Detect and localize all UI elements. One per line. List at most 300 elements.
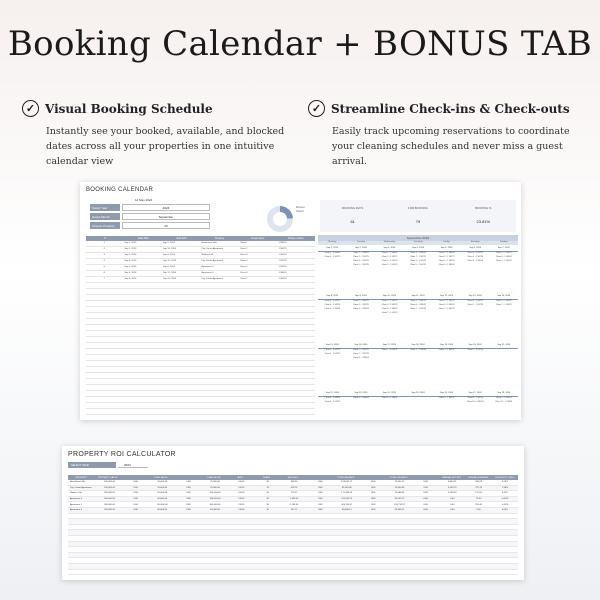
booking-cell: 4 [103,260,105,263]
calendar-date: Sep 12, 2024 [440,295,454,297]
calendar-event[interactable]: Client 2 - 1 56275 [324,348,341,351]
calendar-event[interactable]: Client 9 - 1 56276 [467,396,484,399]
calendar-event[interactable]: Client 2 - 1 56275 [352,299,369,302]
roi-cell: 275.19 [475,486,482,489]
calendar-event[interactable]: Client 5 - 1 56276 [438,259,455,262]
booking-cell [161,289,200,294]
booking-cell [200,379,239,384]
roi-cell [228,536,254,541]
roi-cell: 775.17 [290,492,298,495]
roi-cell [123,564,149,569]
booking-cell [161,397,200,402]
control-label: Select Month [90,213,120,220]
col-header: Date Start [137,237,149,240]
roi-cell: USD [133,481,139,484]
roi-cell: 126,730.57 [394,503,405,506]
booking-row[interactable] [86,397,315,403]
roi-cell [149,553,175,558]
booking-cell [161,385,200,390]
roi-cell [386,570,412,575]
roi-cell [307,558,333,563]
roi-cell [465,558,491,563]
calendar-event[interactable]: Client 7 - 1 56276 [495,303,512,306]
roi-cell: USD [370,509,376,512]
booking-cell [200,367,239,372]
calendar-event[interactable]: Client 8 - 1 98024 [381,396,398,399]
roi-cell [307,564,333,569]
calendar-event[interactable]: Client 2 - 1 56275 [495,251,512,254]
roi-cell: 100,000.00 [104,486,116,489]
roi-cell [96,514,122,519]
roi-cell [281,547,307,552]
calendar-event[interactable]: Client 7 - 1 56276 [410,307,426,310]
roi-cell: 172.00 [475,492,482,495]
booking-cell [277,325,316,330]
roi-cell [465,530,491,535]
calendar-event [347,312,376,316]
booking-cell [200,307,239,312]
calendar-event [347,361,376,365]
roi-cell: -0.05% [501,503,509,506]
booking-cell [86,361,123,366]
calendar-event [432,405,461,409]
booking-row[interactable] [86,349,315,355]
roi-cell: 518.79 [290,486,298,489]
booking-row[interactable] [86,259,315,265]
calendar-date: Sep 18, 2024 [411,344,425,346]
roi-cell [175,558,201,563]
booking-cell [86,337,123,342]
roi-cell [175,570,201,575]
roi-cell [96,564,122,569]
roi-cell: 0.00 [476,509,481,512]
booking-cell [161,343,200,348]
calendar-event[interactable]: Client 9 - 1 56276 [324,400,341,403]
roi-cell: 25,346.11 [394,509,405,512]
calendar-event[interactable]: Client 7 - 1 56276 [467,348,484,351]
calendar-event[interactable]: Client 1 - 1 98024 [438,251,455,254]
weekday: Tuesday [356,241,366,243]
booking-row[interactable] [86,241,315,247]
calendar-event[interactable]: Client 5 - 1 56276 [381,264,398,267]
booking-row[interactable] [86,307,315,313]
booking-cell: Sep 2, 2024 [124,266,137,269]
roi-cell: 0.00 [450,509,455,512]
roi-cell [307,542,333,547]
calendar-event[interactable]: Client 7 - 1 56276 [467,303,484,306]
booking-row[interactable] [86,325,315,331]
booking-cell [200,391,239,396]
booking-row[interactable] [86,289,315,295]
roi-cell: USD [423,492,429,495]
calendar-event[interactable]: Client 2 - 1 56275 [381,299,398,302]
calendar-event[interactable]: Client 2 - 1 56275 [467,251,484,254]
roi-cell: USD [186,486,191,489]
booking-row[interactable] [86,337,315,343]
roi-cell [149,564,175,569]
booking-cell [277,367,316,372]
roi-cell [465,570,491,575]
calendar-event[interactable]: Client 2 - 1 56275 [324,299,341,302]
calendar-event[interactable]: Client 9 - 1 56276 [495,396,512,399]
booking-cell [123,361,162,366]
roi-cell: 536.29 [475,481,482,484]
roi-cell: 250,000.00 [104,492,116,495]
calendar-event[interactable]: Client 1 - 1 98024 [324,251,341,254]
booking-cell [123,343,162,348]
roi-cell [439,530,465,535]
booking-row[interactable] [86,367,315,373]
roi-col-header: LOAN VALUE [206,476,221,479]
calendar-event[interactable]: Client 7 - 1 56276 [438,348,455,351]
booking-cell [238,301,277,306]
roi-cell: 7.96% [501,486,509,489]
booking-row[interactable] [86,253,315,259]
booking-row[interactable] [86,379,315,385]
roi-cell [465,547,491,552]
booking-cell [86,391,123,396]
booking-row[interactable] [86,385,315,391]
sheet-title: PROPERTY ROI CALCULATOR [68,451,176,458]
roi-cell [96,553,122,558]
roi-cell: 30 [266,492,269,495]
calendar-event[interactable]: Client 2 - 1 56275 [352,255,369,258]
roi-cell [439,525,465,530]
booking-row[interactable] [86,409,315,415]
roi-cell [492,514,518,519]
calendar-event[interactable]: Client 6 - 1 98024 [495,255,512,258]
roi-cell [96,525,122,530]
roi-cell [149,558,175,563]
calendar-event[interactable]: Client 7 - 1 56276 [352,352,369,355]
calendar-event[interactable]: Client 2 - 1 56275 [467,299,484,302]
calendar-event[interactable]: Client 5 - 1 56276 [410,264,426,267]
roi-cell [386,564,412,569]
calendar-date: Sep 26, 2024 [440,392,454,394]
booking-cell [238,307,277,312]
roi-cell [175,553,201,558]
roi-cell [228,519,254,524]
calendar-event[interactable]: Client 3 - 1 56276 [381,259,398,262]
weekday: Friday [443,241,450,243]
booking-cell [161,409,200,414]
booking-cell: Client 4 [240,260,248,263]
roi-cell [175,547,201,552]
booking-cell [86,295,123,300]
calendar-event[interactable]: Client 6 - 1 98024 [352,307,369,310]
roi-col-header: PROPERTY [75,476,88,479]
roi-cell [413,564,439,569]
calendar-event[interactable]: Client 2 - 1 56275 [438,255,455,258]
booking-row[interactable] [86,331,315,337]
roi-cell: 4,840.31 [447,481,457,484]
roi-cell [386,558,412,563]
booking-cell [86,343,123,348]
calendar-event[interactable]: Client 8 - 1 98024 [324,396,341,399]
calendar-event[interactable]: Client 6 - 1 98024 [324,307,341,310]
stat-label: FOR BOOKING [408,206,428,210]
roi-cell [202,530,228,535]
calendar-event[interactable]: Client 7 - 1 56276 [381,348,398,351]
calendar-event[interactable]: Client 2 - 1 56275 [495,299,512,302]
roi-cell [334,570,360,575]
booking-cell [277,361,316,366]
roi-cell [307,519,333,524]
roi-cell: 237.07 [290,509,298,512]
roi-cell [281,570,307,575]
booking-cell [161,379,200,384]
roi-col-header: LOAN VALUE [153,476,168,479]
calendar-event[interactable]: Client 4 - 1 56276 [352,303,369,306]
roi-cell [68,558,96,563]
roi-cell [360,558,386,563]
calendar-event[interactable]: Client 7 - 1 56276 [410,348,426,351]
stat-value: 23.81% [476,219,491,224]
select-year-value[interactable]: 2024 [118,462,148,468]
booking-cell: Sep 1, 2024 [124,248,137,251]
roi-cell [175,536,201,541]
calendar-event[interactable]: Client 10 - 1 98024 [495,400,513,403]
roi-cell [255,570,281,575]
roi-cell [149,570,175,575]
calendar-event[interactable]: Client 2 - 1 56275 [410,255,426,258]
roi-cell [334,558,360,563]
roi-cell [465,542,491,547]
col-header: # [104,237,106,240]
roi-cell [386,536,412,541]
legend-vacant: Vacant [296,210,304,213]
booking-cell [123,367,162,372]
roi-cell [413,536,439,541]
calendar-event[interactable]: Client 1 - 1 98024 [352,251,369,254]
booking-cell [86,313,123,318]
roi-cell: Apartment 4 [70,498,82,501]
stat-value: 79 [415,219,421,224]
booking-cell [238,391,277,396]
booking-row[interactable] [86,277,315,283]
roi-cell: City Center Apartment [70,486,92,489]
booking-row[interactable] [86,313,315,319]
roi-cell [175,542,201,547]
roi-col-header: PROPERTY YIELD [495,476,515,479]
roi-cell [123,558,149,563]
roi-row[interactable] [68,570,518,576]
calendar-event [461,312,490,316]
roi-cell [149,536,175,541]
calendar-date: Sep 3, 2024 [383,247,396,249]
roi-cell: 2,209.50 [447,492,457,495]
feature-body: Easily track upcoming reservations to coordinate your cleaning schedules and never miss a guest arrival. [332,126,570,167]
booking-row[interactable] [86,355,315,361]
roi-cell [281,542,307,547]
roi-cell [386,547,412,552]
roi-cell [255,536,281,541]
calendar-event[interactable]: Client 8 - 1 98024 [352,356,369,359]
calendar-event[interactable]: Client 2 - 1 56275 [352,348,369,351]
roi-cell: USD [370,492,376,495]
feature-checkins [308,100,578,169]
booking-row[interactable] [86,283,315,289]
roi-cell [386,525,412,530]
roi-cell: 4,162.75 [447,486,457,489]
property-select[interactable]: All [122,222,210,229]
calendar-event[interactable]: Client 7 - 1 56276 [495,259,512,262]
roi-cell [360,530,386,535]
calendar-event[interactable]: Client 1 - 1 98024 [381,251,398,254]
roi-cell: 2.50% [238,498,245,501]
roi-cell [465,553,491,558]
year-control [90,204,210,211]
calendar-event[interactable]: Client 4 - 1 56276 [381,303,398,306]
booking-row[interactable] [86,391,315,397]
booking-cell [86,319,123,324]
roi-cell [68,553,96,558]
booking-cell [200,403,239,408]
calendar-event[interactable]: Client 8 - 1 98024 [352,396,369,399]
stat-for-booking [385,200,450,232]
year-select[interactable]: 2024 [122,204,210,211]
roi-cell: USD [318,481,323,484]
calendar-date: Sep 8, 2024 [326,295,339,297]
booking-row[interactable] [86,403,315,409]
roi-cell [360,525,386,530]
roi-cell: 100,000.00 [209,492,221,495]
calendar-event[interactable]: Client 2 - 1 56275 [324,255,341,258]
booking-row[interactable] [86,373,315,379]
booking-row[interactable] [86,265,315,271]
roi-cell [228,553,254,558]
roi-cell [175,514,201,519]
booking-cell: Sep 8, 2024 [124,278,137,281]
booking-cell [277,319,316,324]
booking-row[interactable] [86,319,315,325]
calendar-event[interactable]: Client 2 - 1 56275 [381,255,398,258]
roi-cell: 358.54 [290,481,298,484]
calendar-event[interactable]: Client 6 - 1 98024 [467,259,484,262]
roi-cell: USD [186,481,191,484]
booking-cell [200,289,239,294]
calendar-event[interactable]: Client 9 - 1 56276 [438,396,455,399]
roi-cell [96,542,122,547]
roi-col-header: TOTAL INTEREST [389,476,408,479]
booking-row[interactable] [86,295,315,301]
calendar-event[interactable]: Client 6 - 1 98024 [381,307,398,310]
roi-cell [123,536,149,541]
booking-cell [86,409,123,414]
roi-cell [96,530,122,535]
roi-cell: Apartment 5 [70,503,82,506]
calendar-event[interactable]: Client 2 - 1 56275 [438,299,455,302]
booking-row[interactable] [86,361,315,367]
roi-cell [439,570,465,575]
roi-cell [281,525,307,530]
calendar-event [404,361,433,365]
roi-cell [228,564,254,569]
roi-cell: Apartment 6 [70,509,82,512]
calendar-event[interactable]: Client 2 - 1 56275 [410,299,426,302]
roi-cell [281,514,307,519]
booking-cell [238,289,277,294]
roi-cell: 0.00% [501,509,509,512]
calendar-event [318,264,347,268]
booking-row[interactable] [86,343,315,349]
calendar-event[interactable]: Client 6 - 1 98024 [438,303,455,306]
calendar-event[interactable]: Client 7 - 1 56276 [324,352,341,355]
roi-cell [413,514,439,519]
calendar-event[interactable]: Client 6 - 1 98024 [438,264,455,267]
booking-cell [123,355,162,360]
roi-cell: 13,950.72 [394,481,405,484]
calendar-event[interactable]: Client 7 - 1 56276 [381,312,398,315]
roi-cell [202,542,228,547]
roi-cell [175,564,201,569]
booking-cell [161,331,200,336]
roi-cell [149,530,175,535]
roi-cell [149,547,175,552]
booking-cell [86,301,123,306]
roi-cell: 0.00 [450,498,455,501]
roi-cell: 252,065.12 [341,498,353,501]
booking-donut-chart [267,206,293,232]
roi-cell [96,547,122,552]
booking-cell [238,295,277,300]
booking-cell [123,409,162,414]
booking-cell [238,385,277,390]
booking-cell [238,379,277,384]
calendar-date: Sep 25, 2024 [411,392,425,394]
booking-cell: 1 56276 [278,260,287,263]
calendar-event[interactable]: Client 7 - 1 56276 [438,307,455,310]
calendar-event[interactable]: Client 10 - 1 98024 [466,400,484,403]
roi-cell: USD [133,498,139,501]
booking-row[interactable] [86,301,315,307]
sheet-title: BOOKING CALENDAR [86,187,154,193]
calendar-event[interactable]: Client 3 - 1 56276 [352,259,369,262]
calendar-event[interactable]: Client 5 - 1 56276 [467,255,484,258]
booking-cell [238,355,277,360]
booking-cell: Apartment 5 [201,272,214,275]
roi-cell [386,530,412,535]
booking-row[interactable] [86,271,315,277]
booking-cell: Sep 12, 2024 [163,272,177,275]
roi-cell [439,564,465,569]
roi-cell [307,530,333,535]
roi-cell: 60,000.00 [210,509,220,512]
booking-cell [123,307,162,312]
feature-body: Instantly see your booked, available, and blocked dates across all your properties in one intuitive calendar view [46,126,285,167]
month-select[interactable]: September [122,213,210,220]
calendar-event[interactable]: Client 4 - 1 56276 [324,303,341,306]
booking-cell [86,331,123,336]
booking-row[interactable] [86,247,315,253]
calendar-event[interactable]: Client 5 - 1 56276 [352,264,369,267]
booking-cell [123,397,162,402]
calendar-event[interactable]: Client 3 - 1 56276 [410,259,426,262]
calendar-event [489,312,518,316]
roi-cell: 2.50% [238,509,245,512]
booking-cell [277,313,316,318]
booking-cell: Sep 8, 2024 [124,260,137,263]
booking-cell [161,301,200,306]
calendar-event[interactable]: Client 6 - 1 98024 [410,303,426,306]
roi-cell [492,530,518,535]
roi-cell [360,542,386,547]
calendar-event[interactable]: Client 1 - 1 98024 [410,251,426,254]
roi-cell [334,564,360,569]
feature-title: Streamline Check-ins & Check-outs [331,101,570,116]
roi-cell [307,553,333,558]
booking-cell [161,313,200,318]
